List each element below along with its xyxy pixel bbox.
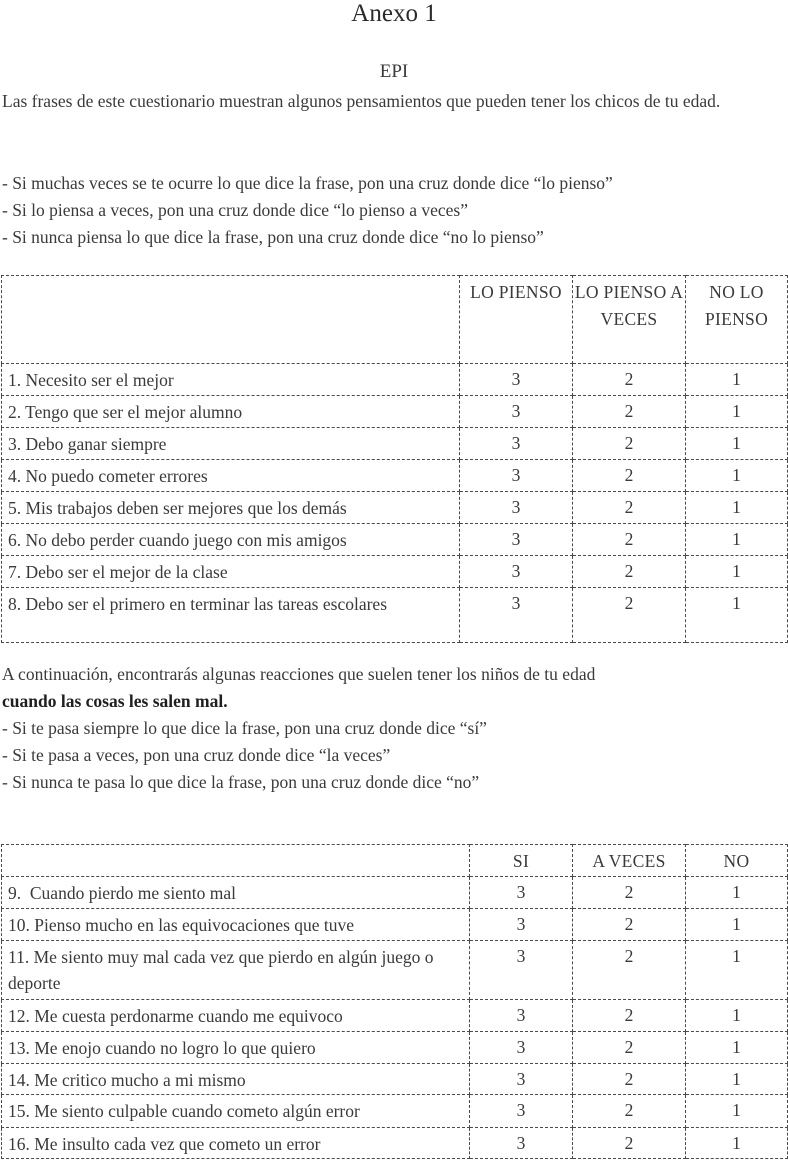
score-cell[interactable]: 2 — [573, 1000, 686, 1032]
table-row — [2, 556, 788, 588]
table-row — [2, 460, 788, 492]
header-lo-pienso: LO PIENSO — [460, 276, 573, 364]
score-cell[interactable]: 2 — [573, 524, 686, 556]
score-cell[interactable]: 2 — [573, 941, 686, 1000]
score-cell[interactable]: 2 — [573, 396, 686, 428]
item-text: 11. Me siento muy mal cada vez que pierdo en algún juego o deporte — [2, 941, 470, 1000]
score-cell[interactable]: 3 — [470, 1064, 573, 1095]
item-text: 10. Pienso mucho en las equivocaciones que tuve — [2, 909, 470, 941]
score-cell[interactable]: 1 — [686, 364, 788, 396]
table-row — [2, 1032, 788, 1064]
item-text: 2. Tengo que ser el mejor alumno — [2, 396, 460, 428]
score-cell[interactable]: 3 — [470, 1000, 573, 1032]
score-cell[interactable]: 1 — [686, 428, 788, 460]
score-cell[interactable]: 3 — [470, 909, 573, 941]
score-cell[interactable]: 2 — [573, 1064, 686, 1095]
score-cell[interactable]: 1 — [686, 1064, 788, 1095]
score-cell[interactable]: 2 — [573, 909, 686, 941]
score-cell[interactable]: 2 — [573, 1095, 686, 1128]
score-cell[interactable]: 2 — [573, 1032, 686, 1064]
instruction-line: - Si muchas veces se te ocurre lo que dice la frase, pon una cruz donde dice “lo pienso” — [2, 173, 613, 193]
score-cell[interactable]: 1 — [686, 524, 788, 556]
score-cell[interactable]: 3 — [460, 556, 573, 588]
section2-bold: cuando las cosas les salen mal. — [2, 691, 228, 711]
item-text: 16. Me insulto cada vez que cometo un error — [2, 1128, 470, 1159]
item-text: 15. Me siento culpable cuando cometo algún error — [2, 1095, 470, 1128]
score-cell[interactable]: 1 — [686, 588, 788, 643]
score-cell[interactable]: 3 — [460, 364, 573, 396]
score-cell[interactable]: 2 — [573, 364, 686, 396]
score-cell[interactable]: 1 — [686, 460, 788, 492]
score-cell[interactable]: 3 — [460, 588, 573, 643]
score-cell[interactable]: 1 — [686, 877, 788, 909]
table-row — [2, 909, 788, 941]
item-text: 14. Me critico mucho a mi mismo — [2, 1064, 470, 1095]
table-row — [2, 1000, 788, 1032]
score-cell[interactable]: 3 — [470, 1128, 573, 1159]
score-cell[interactable]: 3 — [460, 396, 573, 428]
score-cell[interactable]: 3 — [470, 941, 573, 1000]
score-cell[interactable]: 2 — [573, 460, 686, 492]
table-row — [2, 428, 788, 460]
score-cell[interactable]: 1 — [686, 1000, 788, 1032]
questionnaire-table-2 — [1, 844, 788, 1159]
instruction-line: - Si nunca piensa lo que dice la frase, pon una cruz donde dice “no lo pienso” — [2, 227, 544, 247]
item-text: 1. Necesito ser el mejor — [2, 364, 460, 396]
header-no: NO — [686, 845, 788, 877]
header-si: SI — [470, 845, 573, 877]
item-text: 5. Mis trabajos deben ser mejores que los demás — [2, 492, 460, 524]
score-cell[interactable]: 1 — [686, 1095, 788, 1128]
item-text: 12. Me cuesta perdonarme cuando me equivoco — [2, 1000, 470, 1032]
instruction-line: - Si lo piensa a veces, pon una cruz donde dice “lo pienso a veces” — [2, 200, 469, 220]
header-no-lo-pienso: NO LO PIENSO — [686, 276, 788, 364]
score-cell[interactable]: 2 — [573, 556, 686, 588]
header-lo-pienso-a-veces: LO PIENSO A VECES — [573, 276, 686, 364]
score-cell[interactable]: 1 — [686, 909, 788, 941]
intro-text: Las frases de este cuestionario muestran algunos pensamientos que pueden tener los chicos de tu edad. — [2, 91, 721, 111]
instruction-line: - Si te pasa siempre lo que dice la frase, pon una cruz donde dice “sí” — [2, 718, 487, 738]
table-row — [2, 588, 788, 643]
instructions-part1 — [2, 170, 772, 251]
score-cell[interactable]: 1 — [686, 1032, 788, 1064]
score-cell[interactable]: 1 — [686, 556, 788, 588]
header-a-veces: A VECES — [573, 845, 686, 877]
score-cell[interactable]: 3 — [460, 460, 573, 492]
item-text: 4. No puedo cometer errores — [2, 460, 460, 492]
score-cell[interactable]: 3 — [470, 1032, 573, 1064]
score-cell[interactable]: 1 — [686, 396, 788, 428]
score-cell[interactable]: 3 — [460, 492, 573, 524]
header-blank-cell — [2, 276, 460, 364]
score-cell[interactable]: 1 — [686, 941, 788, 1000]
table-row — [2, 364, 788, 396]
table-row — [2, 1095, 788, 1128]
table-row — [2, 877, 788, 909]
item-text: 6. No debo perder cuando juego con mis amigos — [2, 524, 460, 556]
instruction-line: - Si nunca te pasa lo que dice la frase, pon una cruz donde dice “no” — [2, 772, 480, 792]
item-text: 13. Me enojo cuando no logro lo que quiero — [2, 1032, 470, 1064]
score-cell[interactable]: 2 — [573, 1128, 686, 1159]
questionnaire-table-1 — [1, 275, 788, 643]
table-row — [2, 396, 788, 428]
score-cell[interactable]: 1 — [686, 492, 788, 524]
score-cell[interactable]: 3 — [460, 428, 573, 460]
table-row — [2, 492, 788, 524]
item-text: 9. Cuando pierdo me siento mal — [2, 877, 470, 909]
table-row — [2, 1064, 788, 1095]
section2-intro: A continuación, encontrarás algunas reacciones que suelen tener los niños de tu edad — [2, 664, 596, 684]
table-row — [2, 941, 788, 1000]
score-cell[interactable]: 2 — [573, 492, 686, 524]
table-row — [2, 524, 788, 556]
table-header-row — [2, 276, 788, 364]
score-cell[interactable]: 3 — [470, 877, 573, 909]
score-cell[interactable]: 3 — [460, 524, 573, 556]
score-cell[interactable]: 2 — [573, 877, 686, 909]
section2-instructions — [2, 661, 772, 796]
table-row — [2, 1128, 788, 1159]
instruction-line: - Si te pasa a veces, pon una cruz donde dice “la veces” — [2, 745, 391, 765]
annex-title: Anexo 1 — [351, 0, 437, 27]
header-blank-cell — [2, 845, 470, 877]
item-text: 8. Debo ser el primero en terminar las tareas escolares — [2, 588, 460, 643]
score-cell[interactable]: 1 — [686, 1128, 788, 1159]
score-cell[interactable]: 2 — [573, 588, 686, 643]
item-text: 3. Debo ganar siempre — [2, 428, 460, 460]
score-cell[interactable]: 3 — [470, 1095, 573, 1128]
score-cell[interactable]: 2 — [573, 428, 686, 460]
item-text: 7. Debo ser el mejor de la clase — [2, 556, 460, 588]
questionnaire-title: EPI — [379, 61, 409, 82]
table-header-row — [2, 845, 788, 877]
